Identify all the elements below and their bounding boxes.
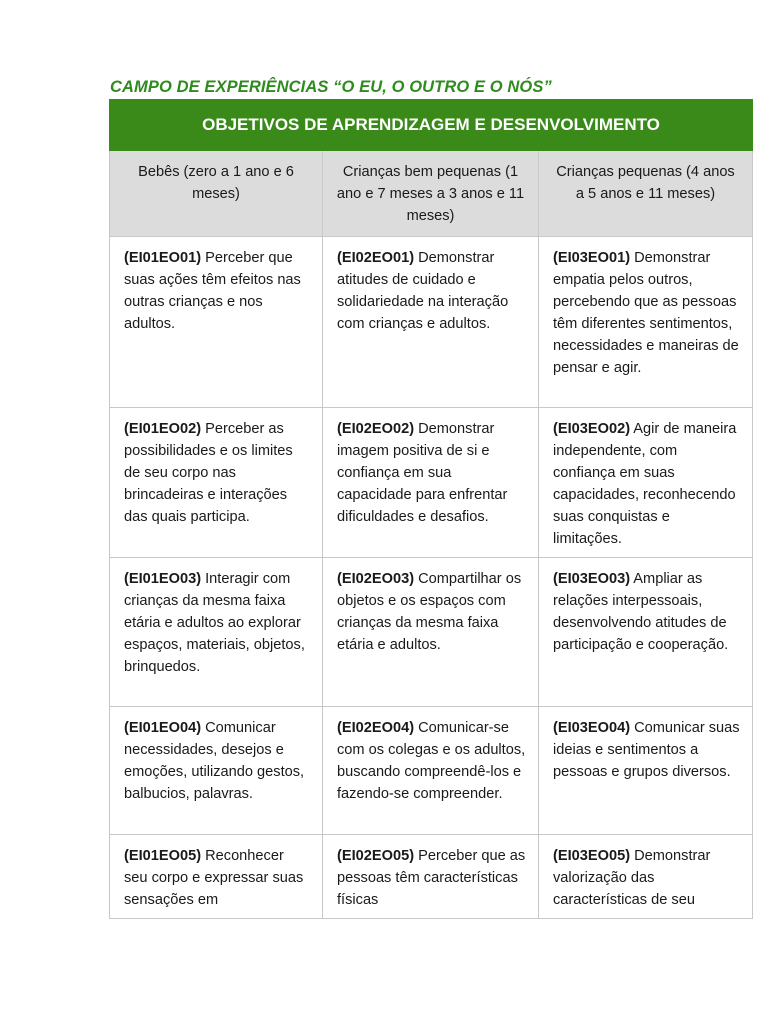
table-row bbox=[110, 408, 753, 558]
objective-cell bbox=[539, 558, 753, 707]
table-banner: OBJETIVOS DE APRENDIZAGEM E DESENVOLVIMENTO bbox=[110, 100, 753, 151]
objective-text: Comunicar necessidades, desejos e emoções, utilizando gestos, balbucios, palavras. bbox=[124, 720, 305, 802]
objective-cell bbox=[323, 558, 539, 707]
objective-text: Perceber que suas ações têm efeitos nas outras crianças e nos adultos. bbox=[124, 250, 301, 332]
objective-text: Perceber as possibilidades e os limites de seu corpo nas brincadeiras e interações das quais participa. bbox=[124, 421, 293, 525]
column-header-criancas-pequenas: Crianças pequenas (4 anos a 5 anos e 11 meses) bbox=[539, 151, 753, 237]
objective-code: (EI02EO04) bbox=[337, 720, 415, 736]
objective-text: Demonstrar atitudes de cuidado e solidariedade na interação com crianças e adultos. bbox=[337, 250, 509, 332]
objective-cell bbox=[110, 237, 323, 408]
objective-cell bbox=[539, 707, 753, 835]
objective-cell bbox=[539, 835, 753, 919]
table-banner-row bbox=[110, 100, 753, 151]
objective-cell bbox=[323, 237, 539, 408]
objective-code: (EI03EO02) bbox=[553, 421, 631, 437]
objective-text: Demonstrar valorização das características de seu bbox=[553, 848, 711, 908]
objective-cell bbox=[323, 707, 539, 835]
objective-code: (EI01EO01) bbox=[124, 250, 202, 266]
objective-code: (EI02EO02) bbox=[337, 421, 415, 437]
objective-code: (EI02EO01) bbox=[337, 250, 415, 266]
objective-cell bbox=[539, 408, 753, 558]
objective-cell bbox=[110, 558, 323, 707]
objective-cell bbox=[323, 835, 539, 919]
column-header-bebes: Bebês (zero a 1 ano e 6 meses) bbox=[110, 151, 323, 237]
objective-cell bbox=[110, 835, 323, 919]
objective-code: (EI03EO05) bbox=[553, 848, 631, 864]
objective-text: Comunicar-se com os colegas e os adultos, buscando compreendê-los e fazendo-se compreender. bbox=[337, 720, 526, 802]
table-row bbox=[110, 835, 753, 919]
objective-code: (EI02EO05) bbox=[337, 848, 415, 864]
objective-code: (EI03EO03) bbox=[553, 571, 631, 587]
objective-cell bbox=[110, 408, 323, 558]
column-header-row bbox=[110, 151, 753, 237]
objectives-table bbox=[109, 99, 753, 919]
objective-text: Demonstrar empatia pelos outros, percebendo que as pessoas têm diferentes sentimentos, necessidades e maneiras de pensar e agir. bbox=[553, 250, 739, 376]
objective-code: (EI01EO03) bbox=[124, 571, 202, 587]
column-header-criancas-bem-pequenas: Crianças bem pequenas (1 ano e 7 meses a 3 anos e 11 meses) bbox=[323, 151, 539, 237]
objective-text: Agir de maneira independente, com confiança em suas capacidades, reconhecendo suas conquistas e limitações. bbox=[553, 421, 737, 547]
objective-code: (EI03EO01) bbox=[553, 250, 631, 266]
objective-code: (EI01EO02) bbox=[124, 421, 202, 437]
objective-code: (EI03EO04) bbox=[553, 720, 631, 736]
objective-text: Compartilhar os objetos e os espaços com crianças da mesma faixa etária e adultos. bbox=[337, 571, 522, 653]
objective-text: Perceber que as pessoas têm características físicas bbox=[337, 848, 526, 908]
objective-cell bbox=[539, 237, 753, 408]
objective-code: (EI01EO04) bbox=[124, 720, 202, 736]
objective-text: Ampliar as relações interpessoais, desenvolvendo atitudes de participação e cooperação. bbox=[553, 571, 729, 653]
objective-code: (EI02EO03) bbox=[337, 571, 415, 587]
objective-cell bbox=[323, 408, 539, 558]
objective-text: Reconhecer seu corpo e expressar suas sensações em bbox=[124, 848, 304, 908]
table-row bbox=[110, 237, 753, 408]
objective-text: Comunicar suas ideias e sentimentos a pessoas e grupos diversos. bbox=[553, 720, 740, 780]
objective-cell bbox=[110, 707, 323, 835]
document-title: CAMPO DE EXPERIÊNCIAS “O EU, O OUTRO E O NÓS” bbox=[110, 78, 552, 96]
objective-code: (EI01EO05) bbox=[124, 848, 202, 864]
table-row bbox=[110, 558, 753, 707]
objective-text: Demonstrar imagem positiva de si e confiança em sua capacidade para enfrentar dificuldades e desafios. bbox=[337, 421, 508, 525]
objective-text: Interagir com crianças da mesma faixa etária e adultos ao explorar espaços, materiais, objetos, brinquedos. bbox=[124, 571, 305, 675]
table-row bbox=[110, 707, 753, 835]
